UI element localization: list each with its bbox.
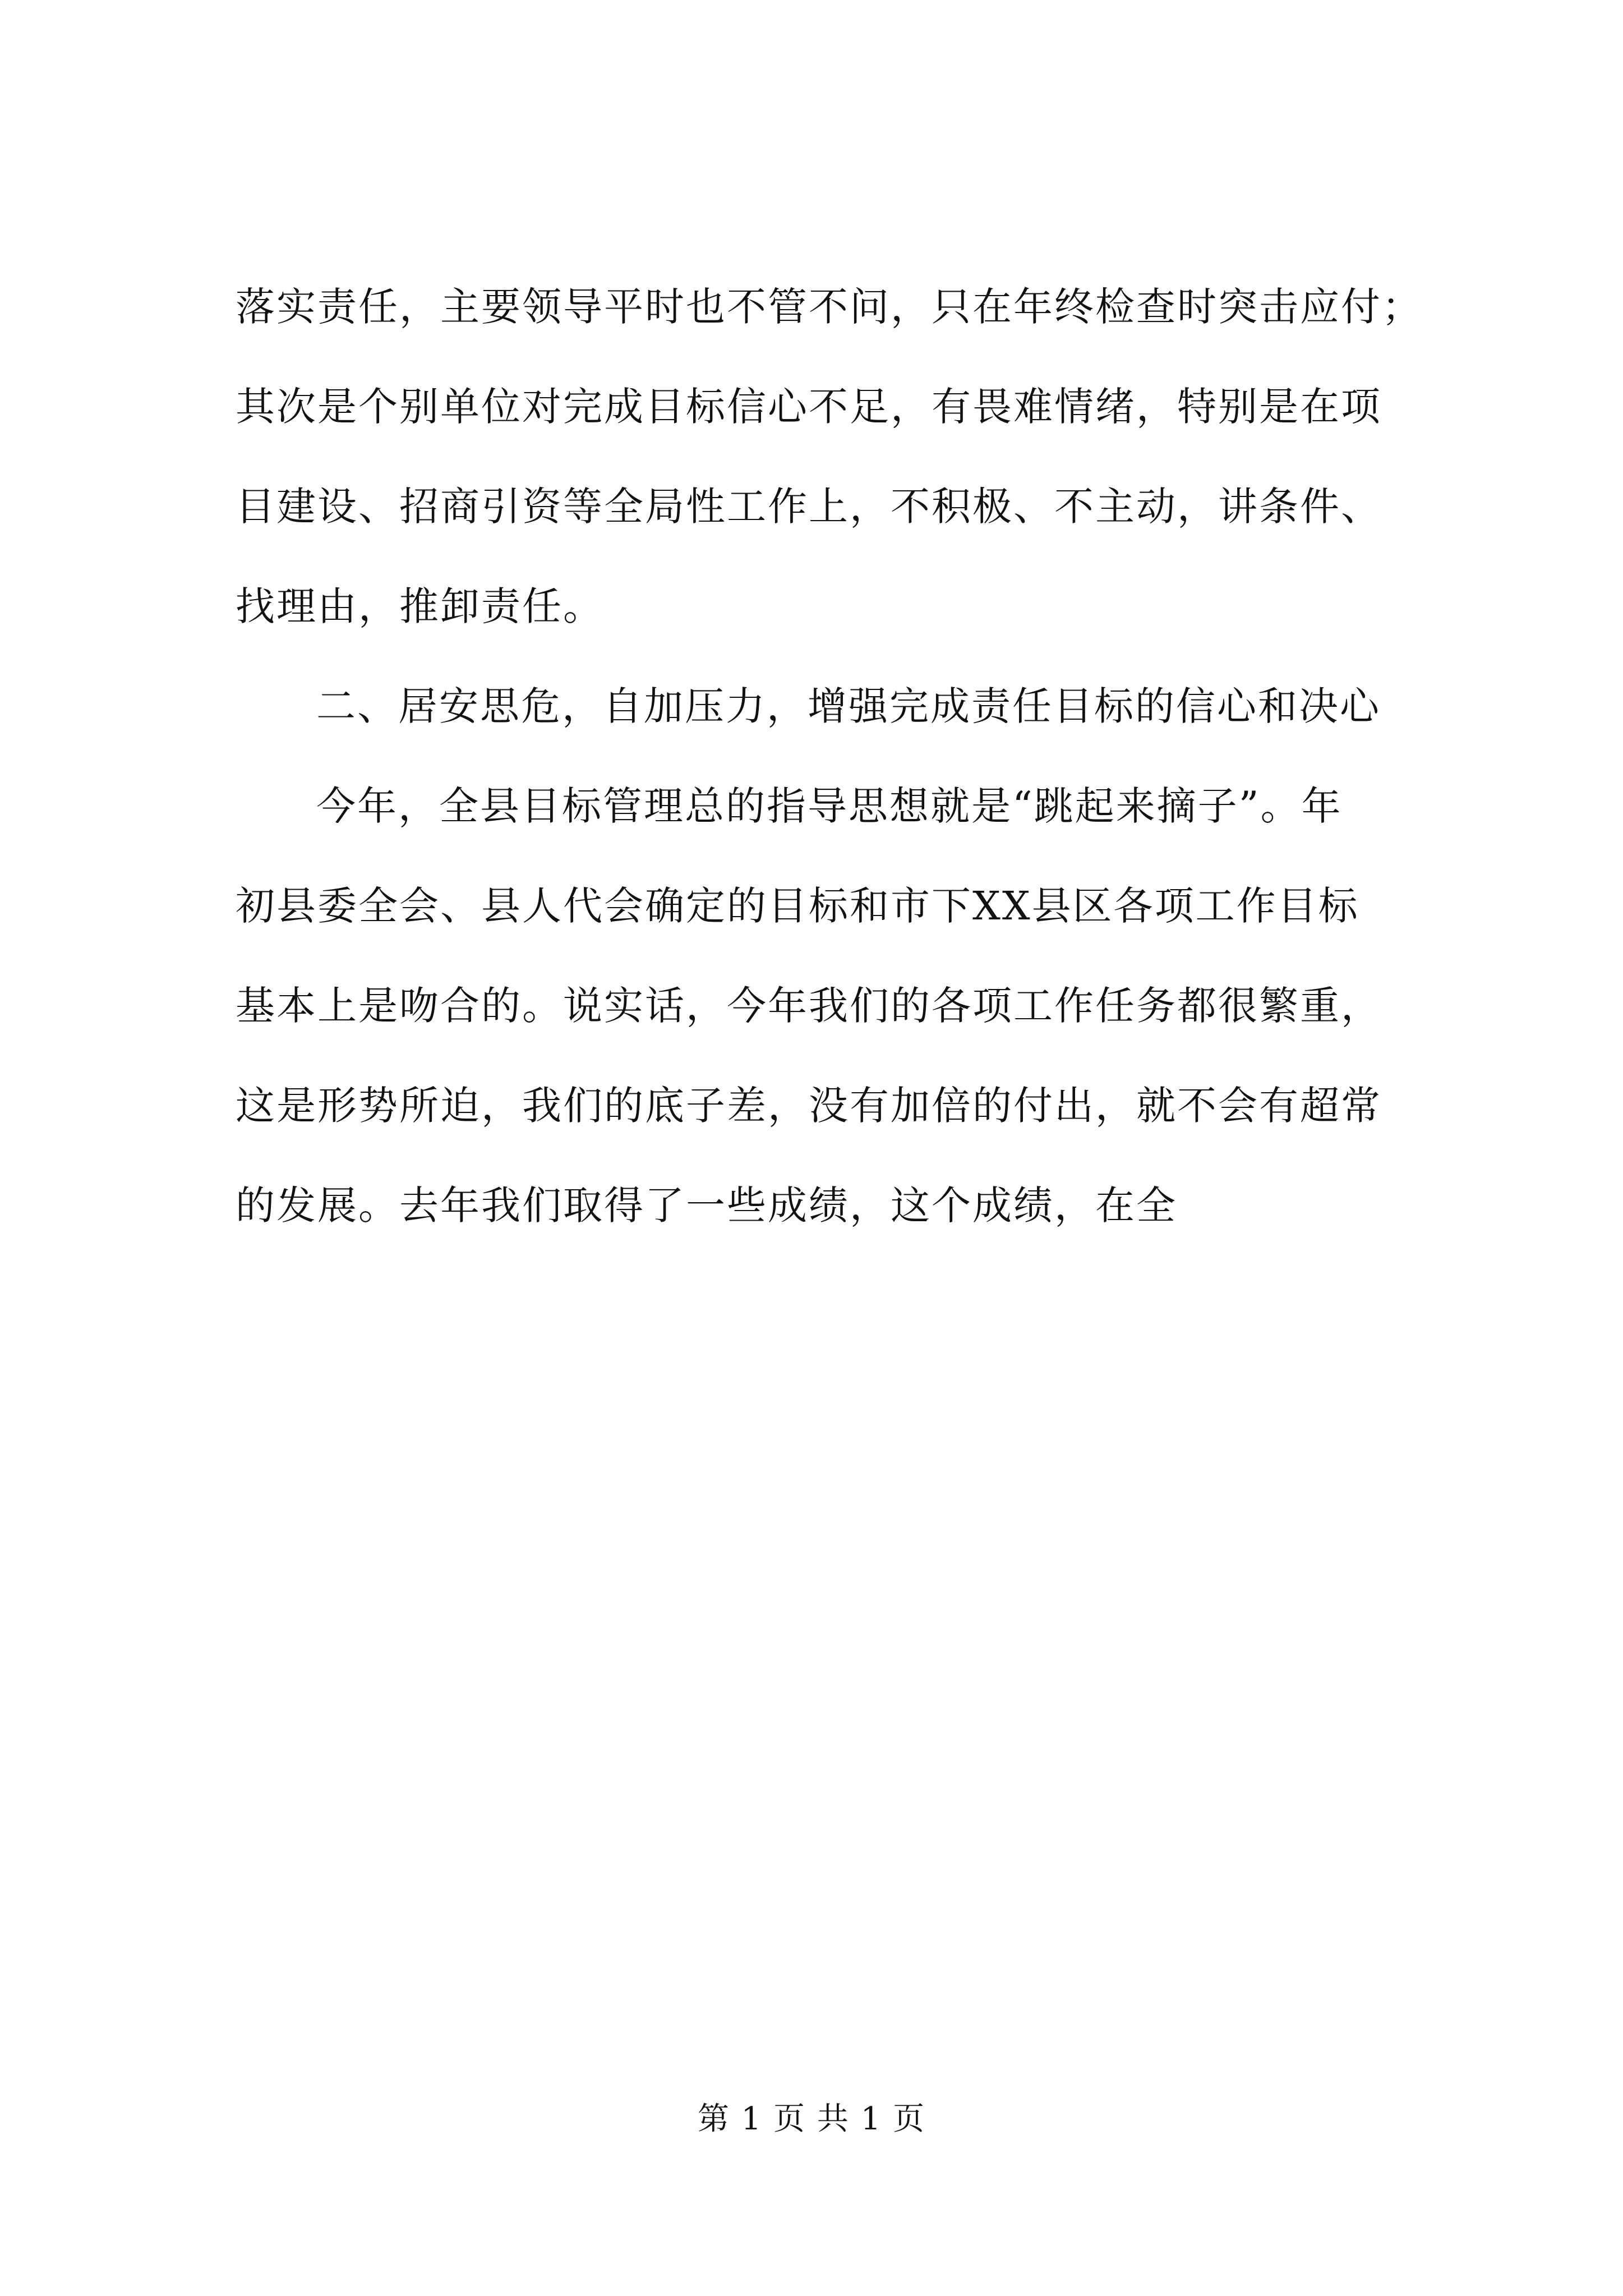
paragraph-line-10: 的发展。去年我们取得了一些成绩，这个成绩，在全 bbox=[236, 1182, 1177, 1228]
paragraph-line-8: 基本上是吻合的。说实话，今年我们的各项工作任务都很繁重， bbox=[236, 983, 1382, 1029]
section-heading: 二、居安思危，自加压力，增强完成责任目标的信心和决心 bbox=[316, 683, 1381, 729]
paragraph-line-3: 目建设、招商引资等全局性工作上，不积极、不主动，讲条件、 bbox=[236, 484, 1382, 530]
page-footer bbox=[0, 2097, 1623, 2142]
page-number: 第 1 页 共 1 页 bbox=[697, 2101, 926, 2137]
document-body bbox=[236, 257, 1453, 1255]
paragraph-line-1: 落实责任，主要领导平时也不管不问，只在年终检查时突击应付； bbox=[236, 284, 1423, 330]
paragraph-line-9: 这是形势所迫，我们的底子差，没有加倍的付出，就不会有超常 bbox=[236, 1083, 1382, 1129]
paragraph-line-2: 其次是个别单位对完成目标信心不足，有畏难情绪，特别是在项 bbox=[236, 384, 1382, 430]
paragraph-line-6: 今年，全县目标管理总的指导思想就是“跳起来摘子”。年 bbox=[316, 783, 1343, 829]
paragraph-line-4: 找理由，推卸责任。 bbox=[236, 583, 604, 629]
paragraph-line-7: 初县委全会、县人代会确定的目标和市下XX县区各项工作目标 bbox=[236, 883, 1359, 929]
